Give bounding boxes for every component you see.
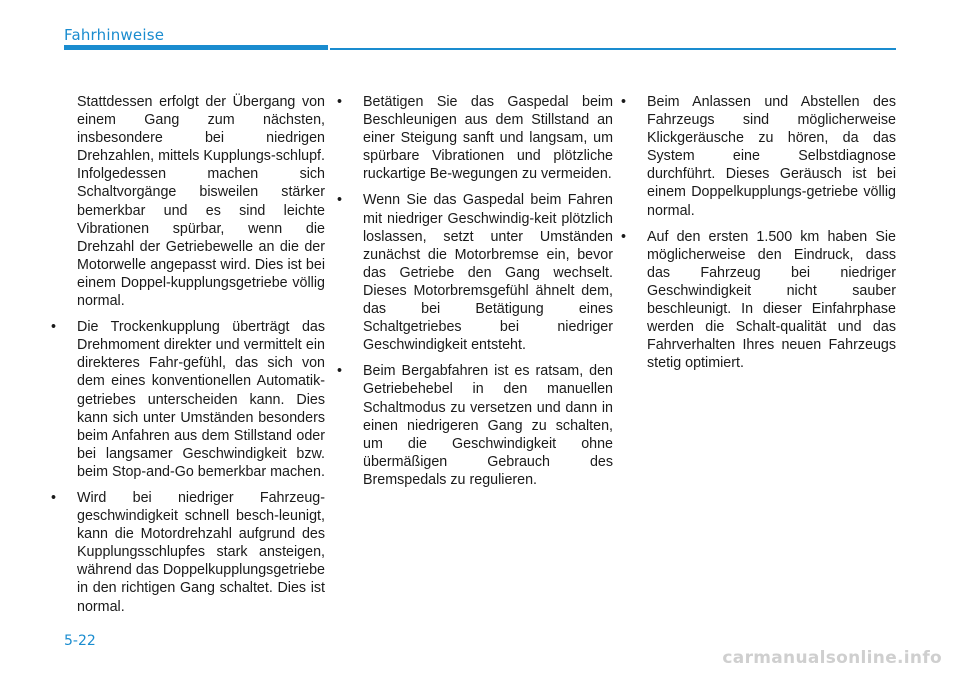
text-column-2 bbox=[350, 93, 613, 497]
header-rule-thick bbox=[64, 45, 328, 50]
paragraph: Stattdessen erfolgt der Übergang von einem Gang zum nächsten, insbesondere bei niedrigen Drehzahlen, mittels Kupplungs-schlupf. Infolgedessen machen sich Schaltvorgänge bisweilen stärker bemerkbar und es sind leichte Vibrationen spürbar, wenn die Drehzahl der Getriebewelle an die der Motorwelle angepasst wird. Dies ist bei einem Doppel-kupplungsgetriebe völlig normal. bbox=[77, 94, 325, 310]
bullet-paragraph: • Wenn Sie das Gaspedal beim Fahren mit niedriger Geschwindig-keit plötzlich loslassen, setzt unter Umständen zunächst die Motorbremse ein, bevor das Getriebe den Gang wechselt. Dieses Motorbremsgefühl ähnelt dem, das bei Betätigung eines Schaltgetriebes bei niedriger Geschwindigkeit entsteht. bbox=[350, 191, 613, 354]
bullet-paragraph: • Die Trockenkupplung überträgt das Drehmoment direkter und vermittelt ein direkteres Fahr-gefühl, das sich von dem eines konventionellen Automatik-getriebes unterscheiden kann. Dies kann sich unter Umständen besonders beim Anfahren aus dem Stillstand oder bei langsamer Geschwindigkeit bzw. beim Stop-and-Go bemerkbar machen. bbox=[64, 318, 325, 481]
bullet-paragraph: • Beim Anlassen und Abstellen des Fahrzeugs sind möglicherweise Klickgeräusche zu hören, da das System eine Selbstdiagnose durchführt. Dieses Geräusch ist bei einem Doppelkupplungs-getriebe völlig normal. bbox=[634, 93, 896, 220]
watermark: carmanualsonline.info bbox=[722, 648, 942, 668]
bullet-paragraph: • Wird bei niedriger Fahrzeug-geschwindigkeit schnell besch-leunigt, kann die Motordrehzahl aufgrund des Kupplungsschlupfes stark ansteigen, während das Doppelkupplungsgetriebe in den richtigen Gang schaltet. Dies ist normal. bbox=[64, 489, 325, 616]
section-title: Fahrhinweise bbox=[64, 26, 165, 44]
bullet-paragraph: • Auf den ersten 1.500 km haben Sie möglicherweise den Eindruck, dass das Fahrzeug bei niedriger Geschwindigkeit nicht sauber beschleunigt. In dieser Einfahrphase werden die Schalt-qualität und das Fahrverhalten Ihres neuen Fahrzeugs stetig optimiert. bbox=[634, 228, 896, 373]
text-column-3 bbox=[634, 93, 896, 380]
bullet-paragraph: • Betätigen Sie das Gaspedal beim Beschleunigen aus dem Stillstand an einer Steigung sanft und langsam, um spürbare Vibrationen und plötzliche ruckartige Be-wegungen zu vermeiden. bbox=[350, 93, 613, 183]
text-column-1 bbox=[64, 93, 325, 624]
page-number: 5-22 bbox=[64, 633, 96, 649]
header-rule-thin bbox=[330, 48, 896, 50]
bullet-paragraph: • Beim Bergabfahren ist es ratsam, den Getriebehebel in den manuellen Schaltmodus zu versetzen und dann in einen niedrigeren Gang zu schalten, um die Geschwindigkeit ohne übermäßigen Gebrauch des Bremspedals zu regulieren. bbox=[350, 362, 613, 489]
